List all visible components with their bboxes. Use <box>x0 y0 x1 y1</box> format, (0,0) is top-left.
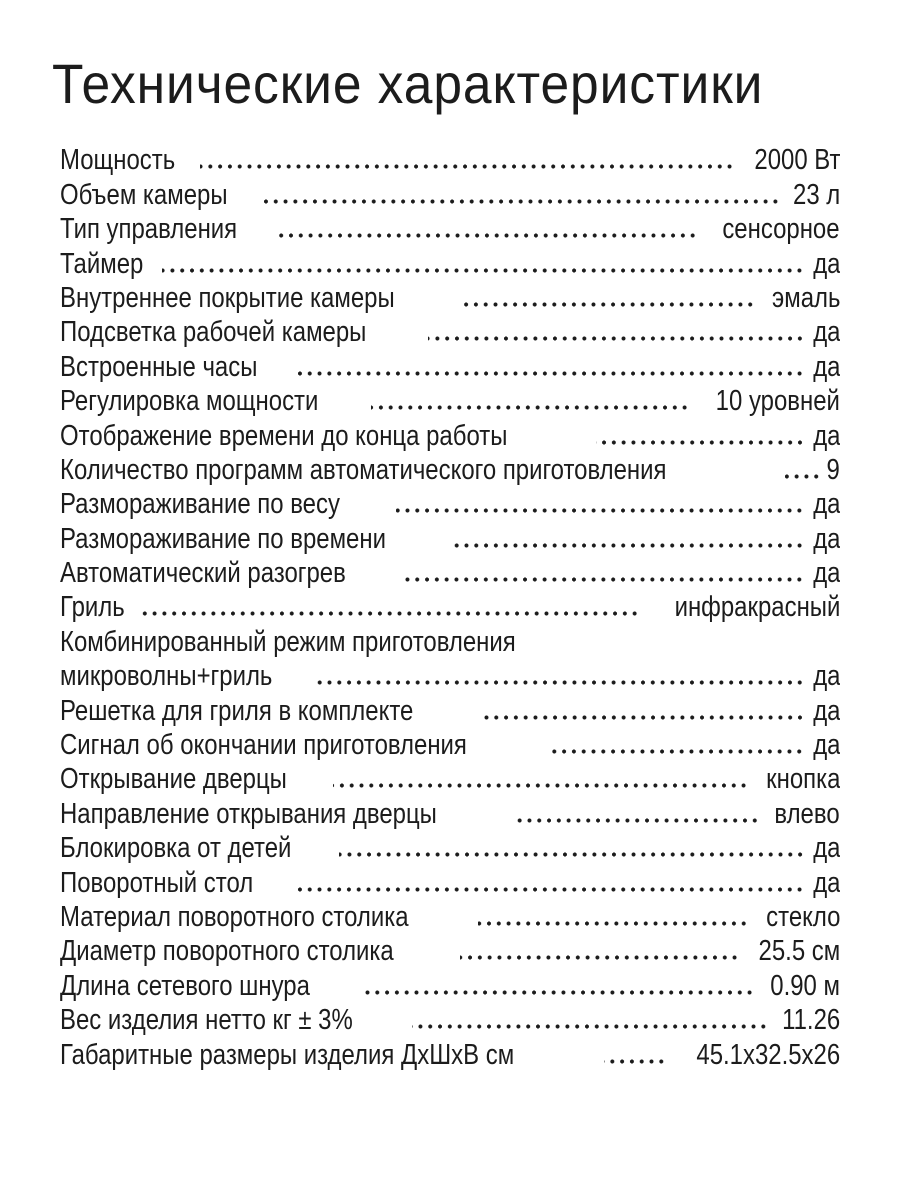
spec-row-defrost-time <box>60 521 840 555</box>
spec-value: да <box>812 866 840 899</box>
spec-label: Направление открывания дверцы <box>60 797 437 830</box>
spec-value: да <box>812 316 840 349</box>
spec-row-power <box>60 143 840 177</box>
dot-leader <box>484 714 805 721</box>
dot-leader <box>371 404 690 411</box>
spec-value: да <box>812 488 840 521</box>
spec-value: эмаль <box>771 281 840 314</box>
dot-leader <box>396 507 804 514</box>
dot-leader <box>412 1023 768 1030</box>
dot-leader <box>547 748 804 755</box>
spec-value: сенсорное <box>722 213 840 246</box>
spec-label: Комбинированный режим приготовления <box>60 625 516 658</box>
spec-label: Гриль <box>60 591 125 624</box>
dot-leader <box>512 817 760 824</box>
spec-label: Материал поворотного столика <box>60 900 409 933</box>
spec-label: Встроенные часы <box>60 350 258 383</box>
spec-value: да <box>812 557 840 590</box>
spec-row-net-weight <box>60 1003 840 1037</box>
spec-value: 2000 Вт <box>753 144 840 177</box>
spec-row-door-opening <box>60 762 840 796</box>
dot-leader <box>316 679 805 686</box>
spec-label: Сигнал об окончании приготовления <box>60 729 467 762</box>
spec-value: инфракрасный <box>674 591 840 624</box>
spec-label: Диаметр поворотного столика <box>60 935 394 968</box>
dot-leader <box>451 542 804 549</box>
spec-label: Открывание дверцы <box>60 763 287 796</box>
spec-label: Мощность <box>60 144 176 177</box>
spec-value: кнопка <box>765 763 840 796</box>
spec-label: Размораживание по времени <box>60 522 386 555</box>
spec-row-turntable-material <box>60 900 840 934</box>
dot-leader <box>403 576 804 583</box>
spec-label: Внутреннее покрытие камеры <box>60 281 395 314</box>
dot-leader <box>460 954 739 961</box>
spec-value: 9 <box>826 453 840 486</box>
spec-row-grill <box>60 590 840 624</box>
dot-leader <box>333 782 748 789</box>
spec-value: 45.1x32.5x26 <box>696 1038 840 1071</box>
spec-row-end-signal <box>60 728 840 762</box>
spec-label: Количество программ автоматического приготовления <box>60 453 667 486</box>
spec-row-combined-mode-heading <box>60 624 840 658</box>
spec-value: 23 л <box>792 178 840 211</box>
spec-value: да <box>812 522 840 555</box>
spec-row-grill-rack <box>60 693 840 727</box>
spec-value: да <box>812 729 840 762</box>
spec-value: влево <box>774 797 840 830</box>
spec-value: стекло <box>765 900 840 933</box>
spec-label: Поворотный стол <box>60 866 254 899</box>
dot-leader <box>274 232 698 239</box>
dot-leader <box>298 370 804 377</box>
spec-label: Тип управления <box>60 213 238 246</box>
spec-row-dimensions <box>60 1037 840 1071</box>
dot-leader <box>478 920 749 927</box>
spec-row-power-levels <box>60 384 840 418</box>
spec-row-timer <box>60 246 840 280</box>
dot-leader <box>361 989 754 996</box>
spec-row-auto-programs <box>60 453 840 487</box>
spec-label: Объем камеры <box>60 178 228 211</box>
spec-row-interior-coating <box>60 281 840 315</box>
spec-label: микроволны+гриль <box>60 660 273 693</box>
dot-leader <box>293 886 804 893</box>
spec-label: Вес изделия нетто кг ± 3% <box>60 1004 353 1037</box>
dot-leader <box>140 610 640 617</box>
spec-row-auto-reheat <box>60 556 840 590</box>
dot-leader <box>461 301 755 308</box>
spec-value: 25.5 см <box>758 935 840 968</box>
dot-leader <box>262 198 780 205</box>
spec-value: 10 уровней <box>715 385 840 418</box>
spec-row-chamber-volume <box>60 177 840 211</box>
spec-row-door-direction <box>60 796 840 830</box>
spec-label: Решетка для гриля в комплекте <box>60 694 414 727</box>
spec-row-combined-mode <box>60 659 840 693</box>
spec-label: Подсветка рабочей камеры <box>60 316 367 349</box>
spec-label: Габаритные размеры изделия ДхШхВ см <box>60 1038 515 1071</box>
dot-leader <box>785 473 821 480</box>
spec-label: Размораживание по весу <box>60 488 340 521</box>
dot-leader <box>162 267 804 274</box>
spec-row-remaining-time <box>60 418 840 452</box>
spec-row-defrost-weight <box>60 487 840 521</box>
spec-value: да <box>812 694 840 727</box>
dot-leader <box>339 851 805 858</box>
spec-label: Длина сетевого шнура <box>60 969 310 1002</box>
spec-label: Блокировка от детей <box>60 832 292 865</box>
spec-label: Отображение времени до конца работы <box>60 419 508 452</box>
spec-label: Таймер <box>60 247 144 280</box>
spec-value: 0.90 м <box>770 969 840 1002</box>
spec-row-clock <box>60 349 840 383</box>
dot-leader <box>200 163 734 170</box>
spec-value: 11.26 <box>781 1004 840 1037</box>
spec-list <box>60 143 840 1072</box>
spec-value: да <box>812 350 840 383</box>
spec-row-chamber-light <box>60 315 840 349</box>
spec-row-cord-length <box>60 968 840 1002</box>
dot-leader <box>604 1058 666 1065</box>
spec-value: да <box>812 660 840 693</box>
spec-row-turntable <box>60 865 840 899</box>
spec-value: да <box>812 247 840 280</box>
page-title: Технические характеристики <box>52 52 764 115</box>
spec-value: да <box>812 419 840 452</box>
spec-row-turntable-diameter <box>60 934 840 968</box>
spec-row-child-lock <box>60 831 840 865</box>
spec-label: Регулировка мощности <box>60 385 319 418</box>
spec-label: Автоматический разогрев <box>60 557 346 590</box>
dot-leader <box>428 335 805 342</box>
dot-leader <box>596 439 805 446</box>
spec-value: да <box>812 832 840 865</box>
spec-row-control-type <box>60 212 840 246</box>
